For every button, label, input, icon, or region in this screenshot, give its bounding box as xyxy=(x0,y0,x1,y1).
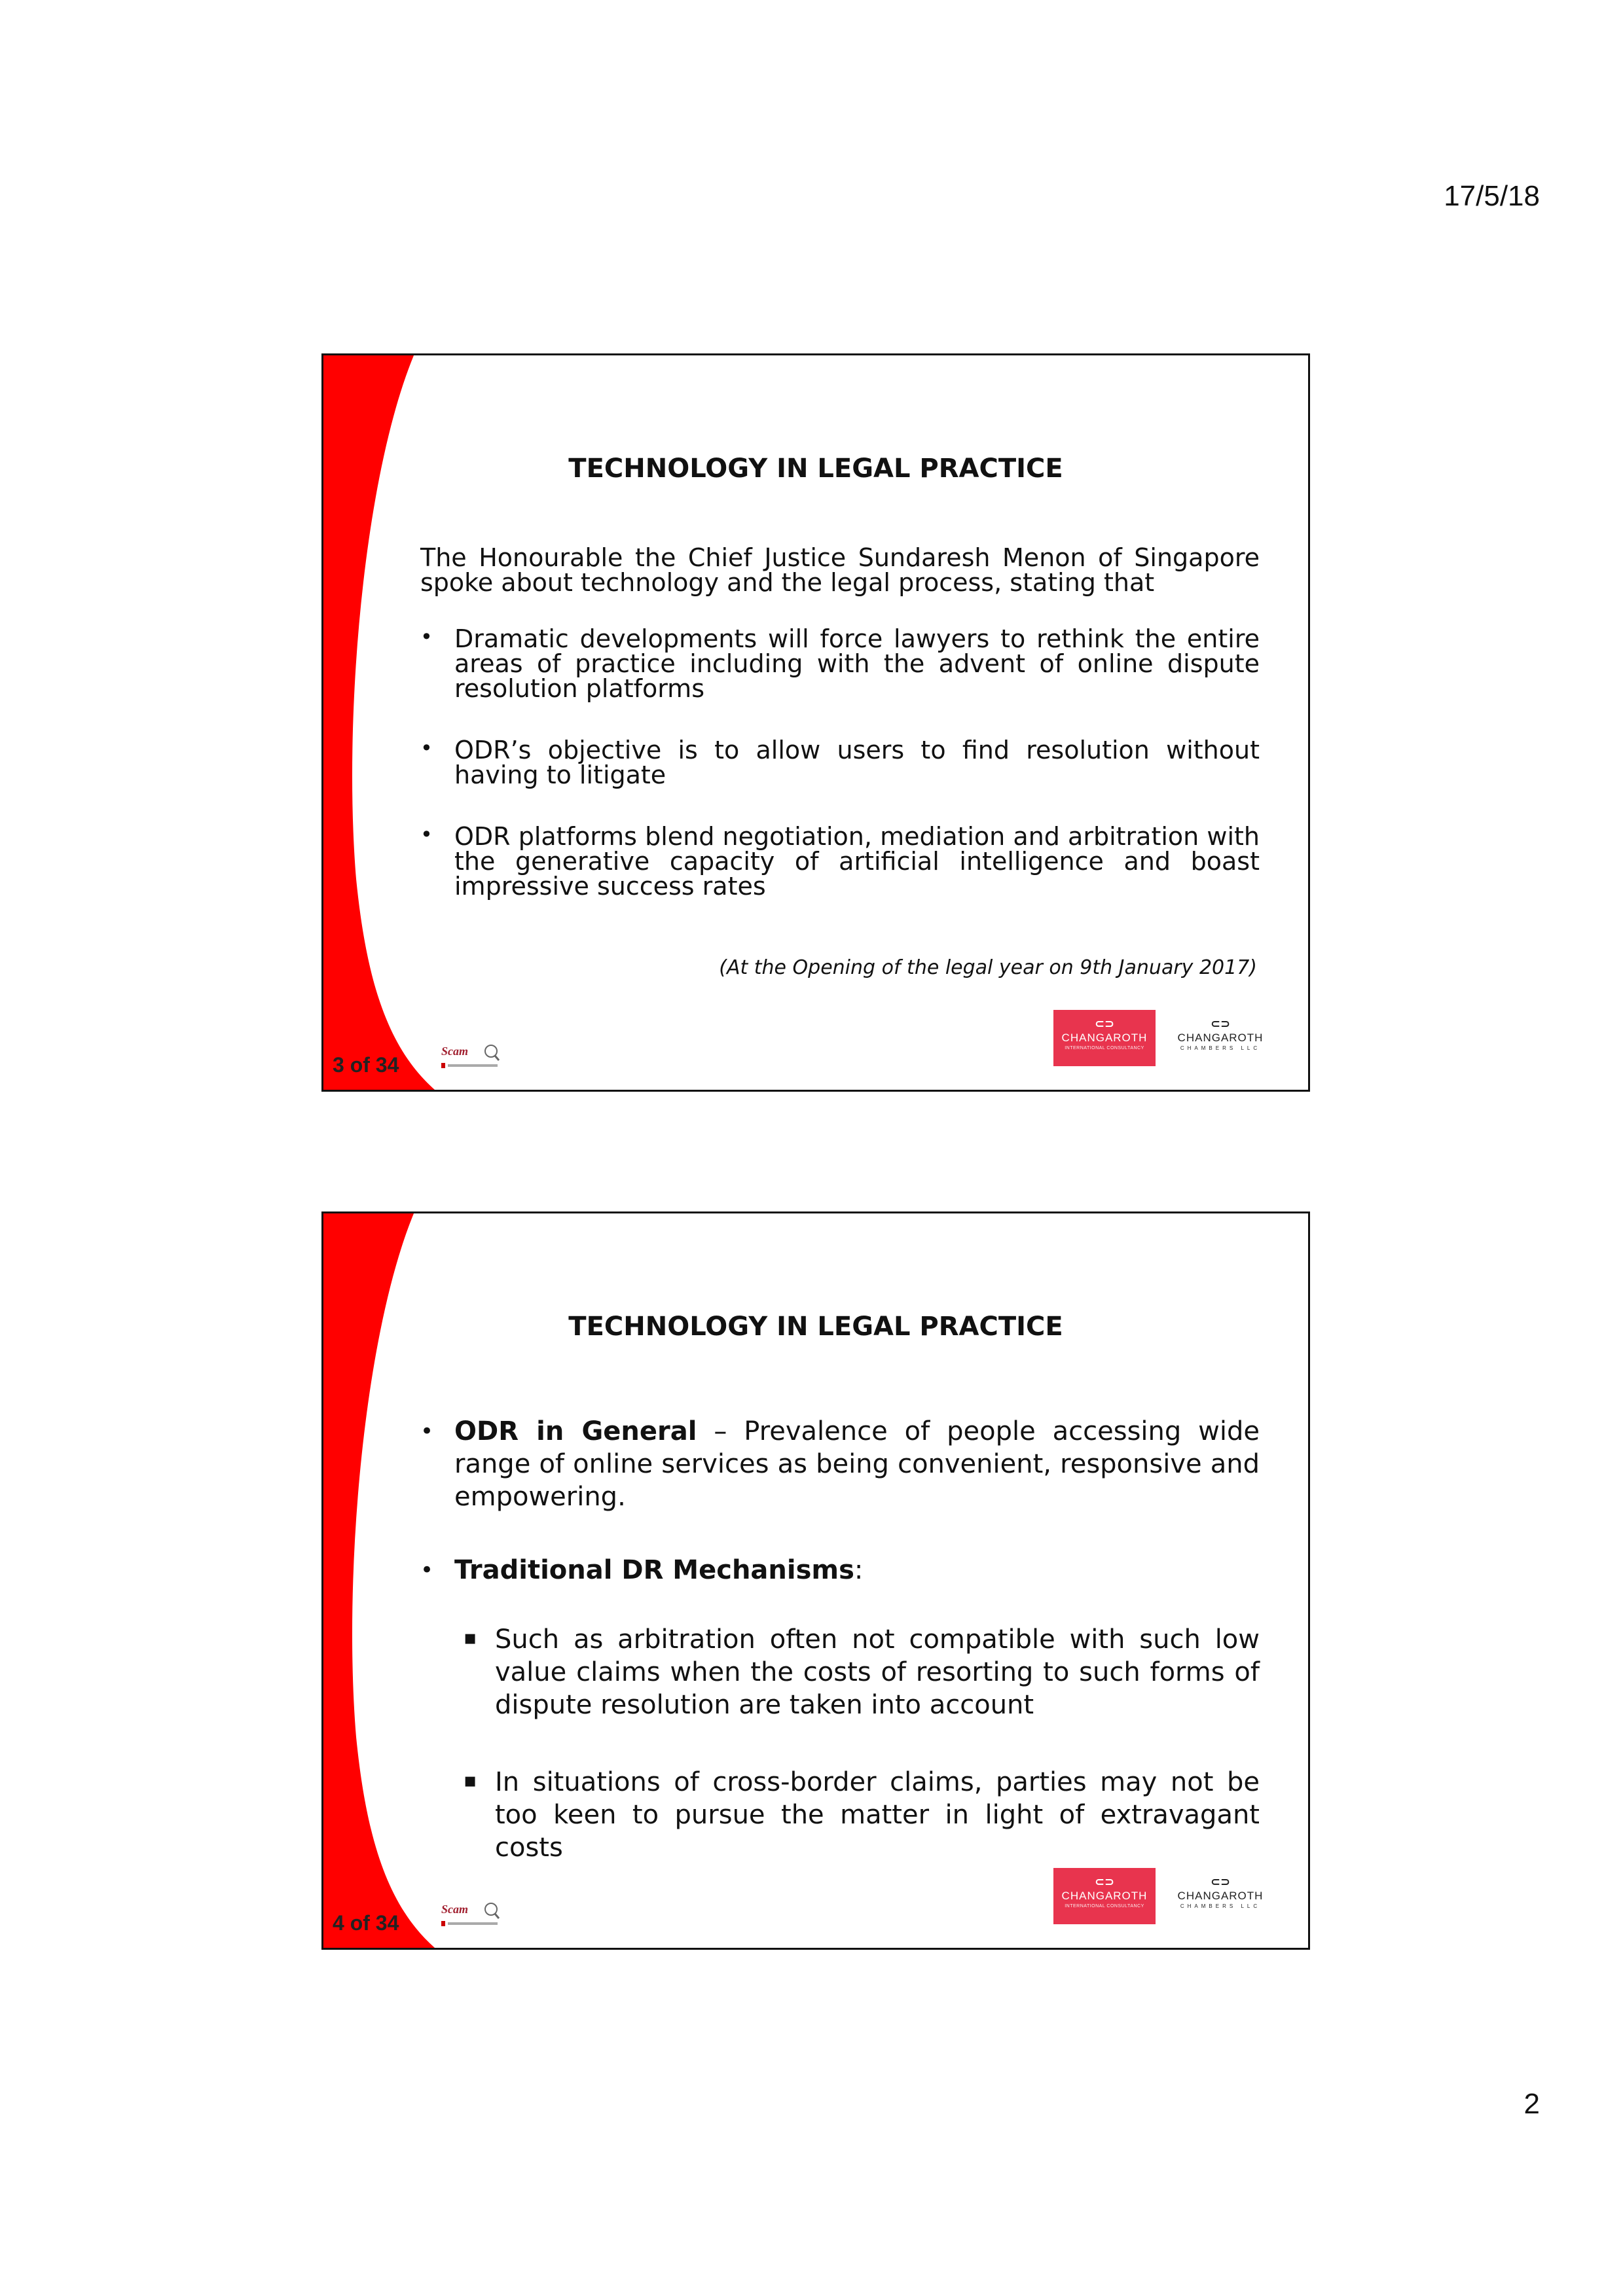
list-item: • ODR in General – Prevalence of people accessing wide range of online services as being convenient, responsive and empowering. xyxy=(420,1415,1260,1513)
list-item: ▪ Such as arbitration often not compatible with such low value claims when the costs of resorting to such forms of dispute resolution are taken into account xyxy=(454,1623,1260,1721)
slide-intro: The Honourable the Chief Justice Sundaresh Menon of Singapore spoke about technology and the legal process, stating that xyxy=(420,543,1260,597)
attribution: (At the Opening of the legal year on 9th January 2017) xyxy=(719,956,1257,979)
svg-text:Scam: Scam xyxy=(441,1045,469,1058)
slide-counter: 4 of 34 xyxy=(333,1911,399,1935)
sub-bullet-list xyxy=(454,1623,1260,1864)
list-item: ▪ In situations of cross-border claims, parties may not be too keen to pursue the matter in light of extravagant costs xyxy=(454,1766,1260,1864)
changaroth-mark-icon: ⊂⊃ xyxy=(1210,1875,1231,1889)
slide-title: TECHNOLOGY IN LEGAL PRACTICE xyxy=(568,454,1063,484)
list-item: • Traditional DR Mechanisms: ▪ Such as arbitration often not compatible with such low value claims when the costs of resorting to such forms of dispute resolution are taken into account ▪ In situations of cross-border claims, parties may not be too keen to pursue the matter in light of extravagant costs xyxy=(420,1554,1260,1864)
bullet-list xyxy=(420,626,1260,935)
slide-counter: 3 of 34 xyxy=(333,1053,399,1077)
changaroth-chambers-logo: ⊂⊃ CHANGAROTH CHAMBERS LLC xyxy=(1169,1010,1271,1066)
changaroth-chambers-logo: ⊂⊃ CHANGAROTH CHAMBERS LLC xyxy=(1169,1868,1271,1924)
changaroth-mark-icon: ⊂⊃ xyxy=(1094,1017,1115,1031)
slide-title: TECHNOLOGY IN LEGAL PRACTICE xyxy=(568,1312,1063,1342)
list-item: • ODR platforms blend negotiation, mediation and arbitration with the generative capacity of artificial intelligence and boast impressive success rates xyxy=(420,824,1260,899)
bullet-list xyxy=(420,1415,1260,1909)
changaroth-mark-icon: ⊂⊃ xyxy=(1210,1017,1231,1031)
list-item: • ODR’s objective is to allow users to find resolution without having to litigate xyxy=(420,738,1260,787)
magnifier-logo-icon xyxy=(440,1899,500,1931)
svg-text:Scam: Scam xyxy=(441,1903,469,1916)
slide-3 xyxy=(321,353,1310,1092)
page-date: 17/5/18 xyxy=(1444,180,1540,212)
magnifier-logo-icon xyxy=(440,1041,500,1073)
changaroth-international-logo: ⊂⊃ CHANGAROTH INTERNATIONAL CONSULTANCY xyxy=(1053,1010,1156,1066)
page-number: 2 xyxy=(1523,2088,1540,2120)
list-item: • Dramatic developments will force lawyers to rethink the entire areas of practice including with the advent of online dispute resolution platforms xyxy=(420,626,1260,701)
small-logo xyxy=(440,1041,500,1073)
changaroth-international-logo: ⊂⊃ CHANGAROTH INTERNATIONAL CONSULTANCY xyxy=(1053,1868,1156,1924)
small-logo xyxy=(440,1899,500,1931)
changaroth-mark-icon: ⊂⊃ xyxy=(1094,1875,1115,1889)
slide-4 xyxy=(321,1211,1310,1950)
